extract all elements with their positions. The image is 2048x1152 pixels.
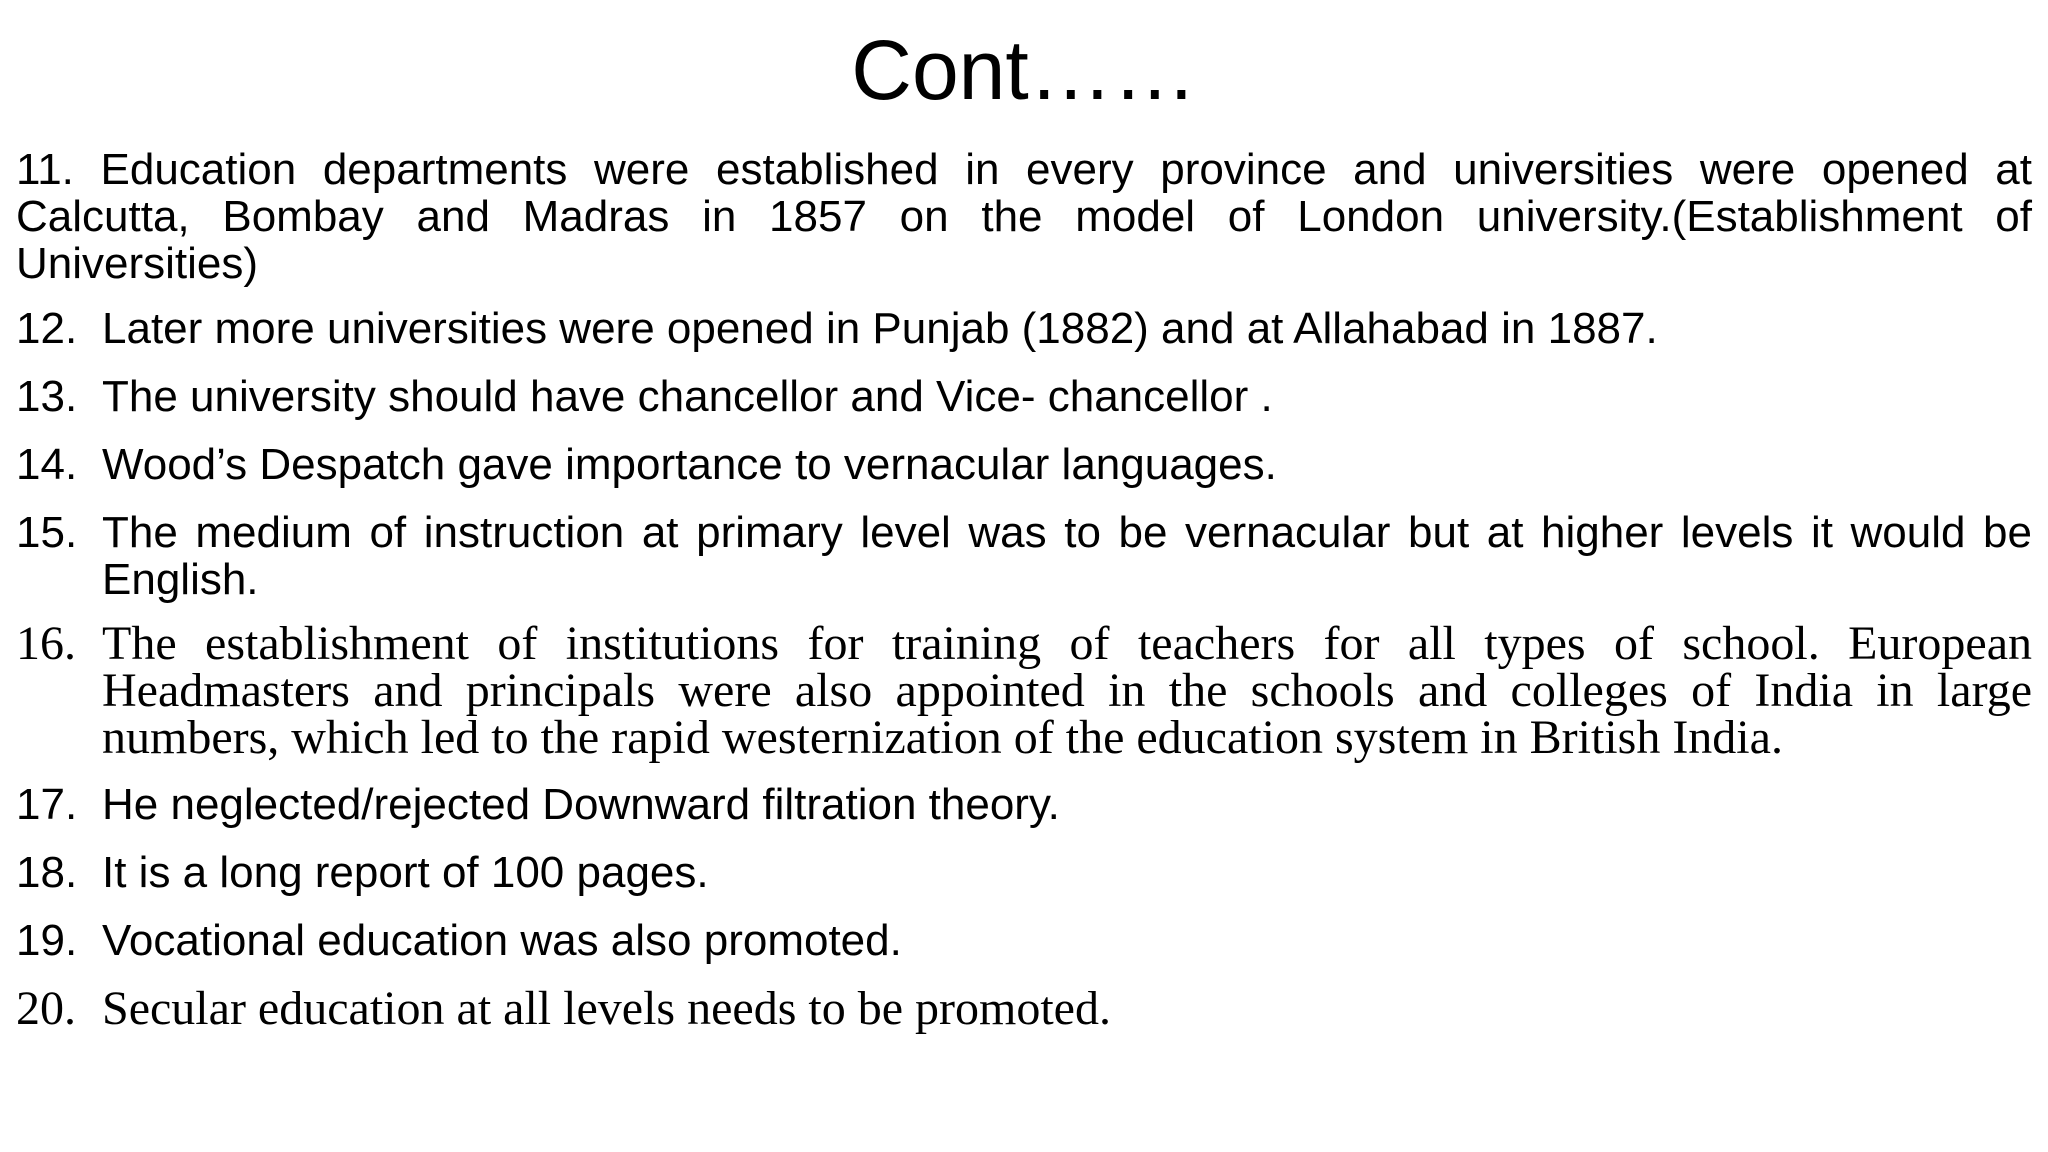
slide-title: Cont…… — [851, 23, 1197, 117]
list-item — [16, 982, 2032, 1035]
list-item — [16, 305, 2032, 352]
list-item — [16, 617, 2032, 764]
list-item-number: 13. — [16, 372, 78, 421]
list-item — [16, 917, 2032, 964]
list-item-number: 18. — [16, 848, 78, 897]
list-item-text: Later more universities were opened in Punjab (1882) and at Allahabad in 1887. — [102, 304, 1658, 353]
list-item — [16, 441, 2032, 488]
list-item-text: Education departments were established in every province and universities were opened at Calcutta, Bombay and Madras in 1857 on the model of London university.(Establishment of Universities) — [16, 145, 2032, 288]
list-item-number: 12. — [16, 304, 78, 353]
list-item-text: The establishment of institutions for training of teachers for all types of school. European Headmasters and principals were also appointed in the schools and colleges of India in large numbers, which led to the rapid westernization of the education system in British India. — [102, 617, 2032, 764]
list-item-text: Secular education at all levels needs to be promoted. — [102, 982, 1111, 1035]
list-item-number: 19. — [16, 916, 78, 965]
list-item-number: 14. — [16, 440, 78, 489]
list-item — [16, 146, 2032, 287]
list-item-text: The university should have chancellor and Vice- chancellor . — [102, 372, 1273, 421]
list-item-number: 16. — [16, 617, 76, 670]
list-item — [16, 781, 2032, 828]
list-item — [16, 373, 2032, 420]
numbered-list — [16, 145, 2032, 1035]
list-item-number: 15. — [16, 508, 78, 557]
list-item-number: 17. — [16, 780, 78, 829]
list-item — [16, 509, 2032, 603]
list-item-number: 11. — [16, 145, 74, 194]
list-item-text: It is a long report of 100 pages. — [102, 848, 709, 897]
list-item-text: Wood’s Despatch gave importance to vernacular languages. — [102, 440, 1277, 489]
list-item-text: Vocational education was also promoted. — [102, 916, 902, 965]
list-item-number: 20. — [16, 982, 76, 1035]
list-item — [16, 849, 2032, 896]
list-item-text: He neglected/rejected Downward filtration theory. — [102, 780, 1060, 829]
list-item-text: The medium of instruction at primary level was to be vernacular but at higher levels it would be English. — [102, 508, 2032, 604]
